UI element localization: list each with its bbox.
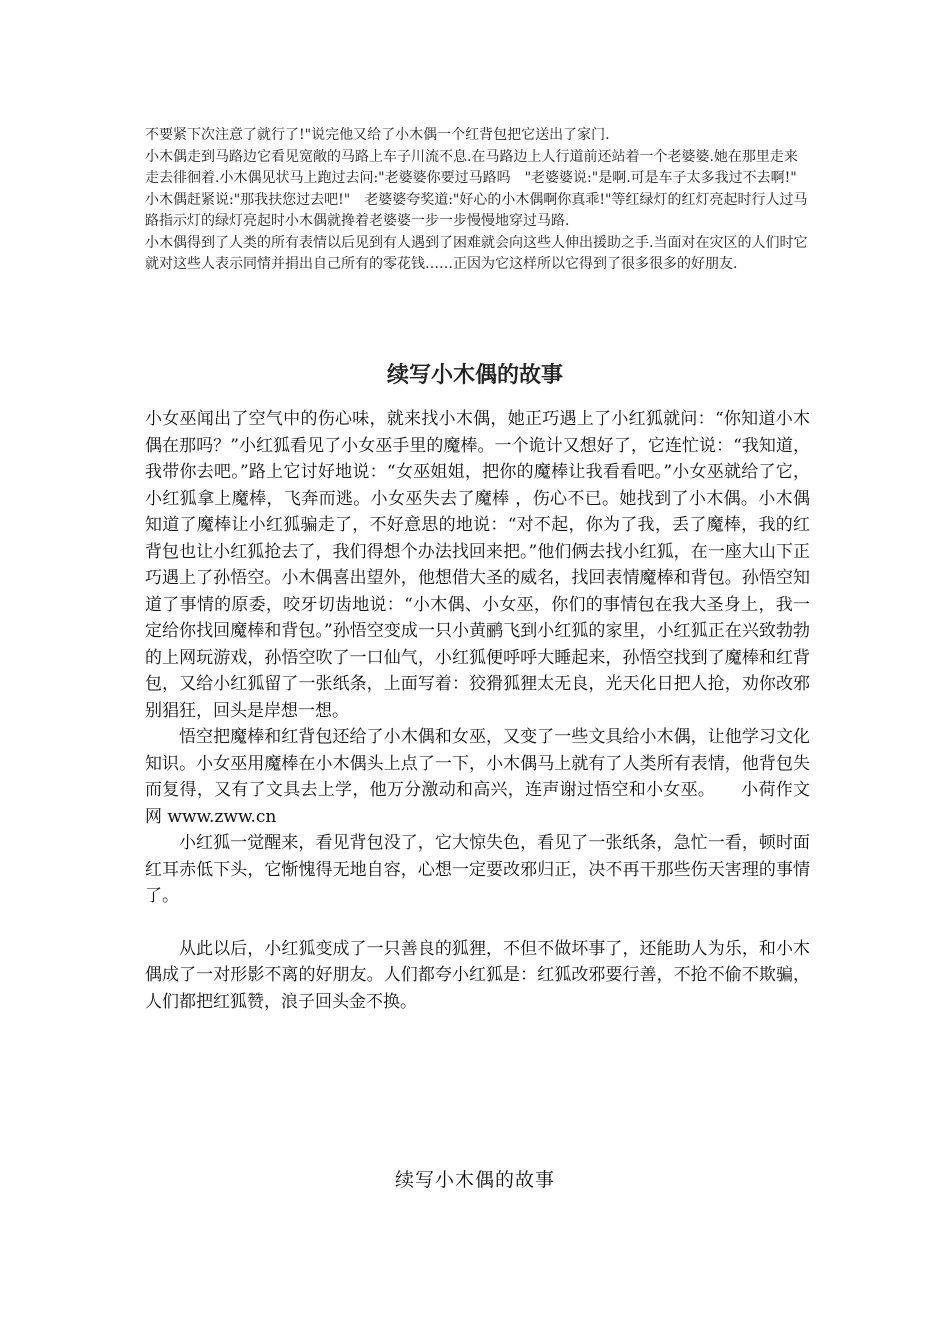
story-title: 续写小木偶的故事 <box>386 363 563 388</box>
story-body <box>145 406 810 1015</box>
story-paragraph: 悟空把魔棒和红背包还给了小木偶和女巫，又变了一些文具给小木偶，让他学习文化知识。小女巫用魔棒在小木偶头上点了一下，小木偶马上就有了人类所有表情，他背包失而复得，又有了文具去上学，他万分激动和高兴，连声谢过悟空和小女巫。 小荷作文网 www.zww.cn <box>145 727 810 827</box>
footer-title: 续写小木偶的故事 <box>394 1169 555 1191</box>
intro-paragraph: 小木偶走到马路边它看见宽敞的马路上车子川流不息.在马路边上人行道前还站着一个老婆婆.她在那里走来走去徘徊着.小木偶见状马上跑过去问:"老婆婆你要过马路吗 "老婆婆说:"是啊.可是车子太多我过不去啊!" 小木偶赶紧说:"那我扶您过去吧!" 老婆婆夸奖道:"好心的小木偶啊你真乖!"等红绿灯的红灯亮起时行人过马路指示灯的绿灯亮起时小木偶就搀着老婆婆一步一步慢慢地穿过马路. <box>145 148 811 229</box>
story-paragraph: 小红狐一觉醒来，看见背包没了，它大惊失色，看见了一张纸条，急忙一看，顿时面红耳赤低下头，它惭愧得无地自容，心想一定要改邪归正，决不再干那些伤天害理的事情了。 <box>145 833 810 906</box>
intro-text <box>145 125 810 276</box>
intro-paragraph: 小木偶得到了人类的所有表情以后见到有人遇到了困难就会向这些人伸出援助之手.当面对在灾区的人们时它就对这些人表示同情并捐出自己所有的零花钱……正因为它这样所以它得到了很多很多的好朋友. <box>145 234 808 272</box>
story-paragraph: 小女巫闻出了空气中的伤心味，就来找小木偶，她正巧遇上了小红狐就问：“你知道小木偶在那吗？”小红狐看见了小女巫手里的魔棒。一个诡计又想好了，它连忙说：“我知道，我带你去吧。”路上它讨好地说：“女巫姐姐，把你的魔棒让我看看吧。”小女巫就给了它，小红狐拿上魔棒，飞奔而逃。小女巫失去了魔棒 ，伤心不已。她找到了小木偶。小木偶知道了魔棒让小红狐骗走了，不好意思的地说：“对不起，你为了我，丢了魔棒，我的红背包也让小红狐抢去了，我们得想个办法找回来把。”他们俩去找小红狐，在一座大山下正巧遇上了孙悟空。小木偶喜出望外，他想借大圣的威名，找回表情魔棒和背包。孙悟空知道了事情的原委，咬牙切齿地说：“小木偶、小女巫，你们的事情包在我大圣身上，我一定给你找回魔棒和背包。”孙悟空变成一只小黄鹂飞到小红狐的家里，小红狐正在兴致勃勃的上网玩游戏，孙悟空吹了一口仙气，小红狐便呼呼大睡起来，孙悟空找到了魔棒和红背包，又给小红狐留了一张纸条，上面写着：狡猾狐狸太无良，光天化日把人抢，劝你改邪别猖狂，回头是岸想一想。 <box>145 409 810 721</box>
intro-paragraph: 不要紧下次注意了就行了!"说完他又给了小木偶一个红背包把它送出了家门. <box>145 127 610 143</box>
story-paragraph: 从此以后，小红狐变成了一只善良的狐狸，不但不做坏事了，还能助人为乐，和小木偶成了一对形影不离的好朋友。人们都夸小红狐是：红狐改邪要行善，不抢不偷不欺骗，人们都把红狐赞，浪子回头金不换。 <box>145 938 810 1012</box>
